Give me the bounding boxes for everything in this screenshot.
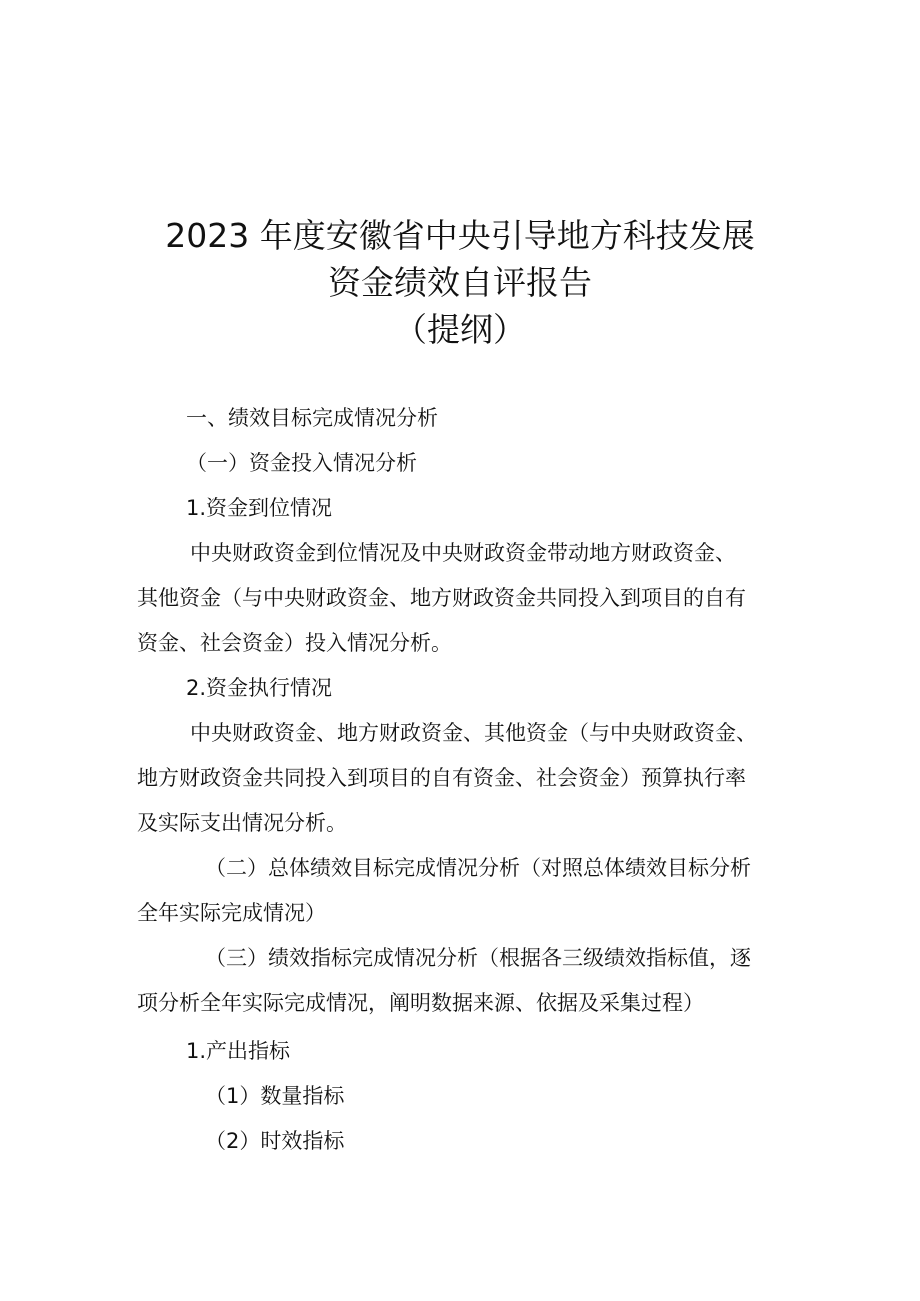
item-heading-3: 1.产出指标 bbox=[186, 1039, 291, 1063]
item-heading-1: 1.资金到位情况 bbox=[186, 496, 333, 520]
title-line-3: （提纲） bbox=[394, 310, 526, 349]
paragraph-line: 项分析全年实际完成情况，阐明数据来源、依据及采集过程） bbox=[137, 991, 704, 1015]
paragraph-line: 中央财政资金到位情况及中央财政资金带动地方财政资金、 bbox=[190, 541, 736, 565]
paragraph-line: 其他资金（与中央财政资金、地方财政资金共同投入到项目的自有 bbox=[137, 586, 746, 610]
subsection-heading-1: （一）资金投入情况分析 bbox=[186, 451, 417, 475]
paragraph-line: 地方财政资金共同投入到项目的自有资金、社会资金）预算执行率 bbox=[137, 766, 746, 790]
paragraph-line: 资金、社会资金）投入情况分析。 bbox=[137, 631, 452, 655]
paragraph-line: 中央财政资金、地方财政资金、其他资金（与中央财政资金、 bbox=[190, 721, 757, 745]
title-line-2: 资金绩效自评报告 bbox=[328, 263, 592, 302]
section-heading-1: 一、绩效目标完成情况分析 bbox=[186, 406, 438, 430]
paragraph-line: 全年实际完成情况） bbox=[137, 901, 326, 925]
subsection-heading-3: （三）绩效指标完成情况分析（根据各三级绩效指标值，逐 bbox=[205, 946, 751, 970]
item-heading-2: 2.资金执行情况 bbox=[186, 676, 333, 700]
sub-item-1: （1）数量指标 bbox=[205, 1084, 345, 1108]
document-title bbox=[0, 212, 920, 353]
paragraph-line: 及实际支出情况分析。 bbox=[137, 811, 347, 835]
subsection-heading-2: （二）总体绩效目标完成情况分析（对照总体绩效目标分析 bbox=[205, 856, 751, 880]
title-line-1: 2023 年度安徽省中央引导地方科技发展 bbox=[165, 216, 755, 255]
sub-item-2: （2）时效指标 bbox=[205, 1129, 345, 1153]
